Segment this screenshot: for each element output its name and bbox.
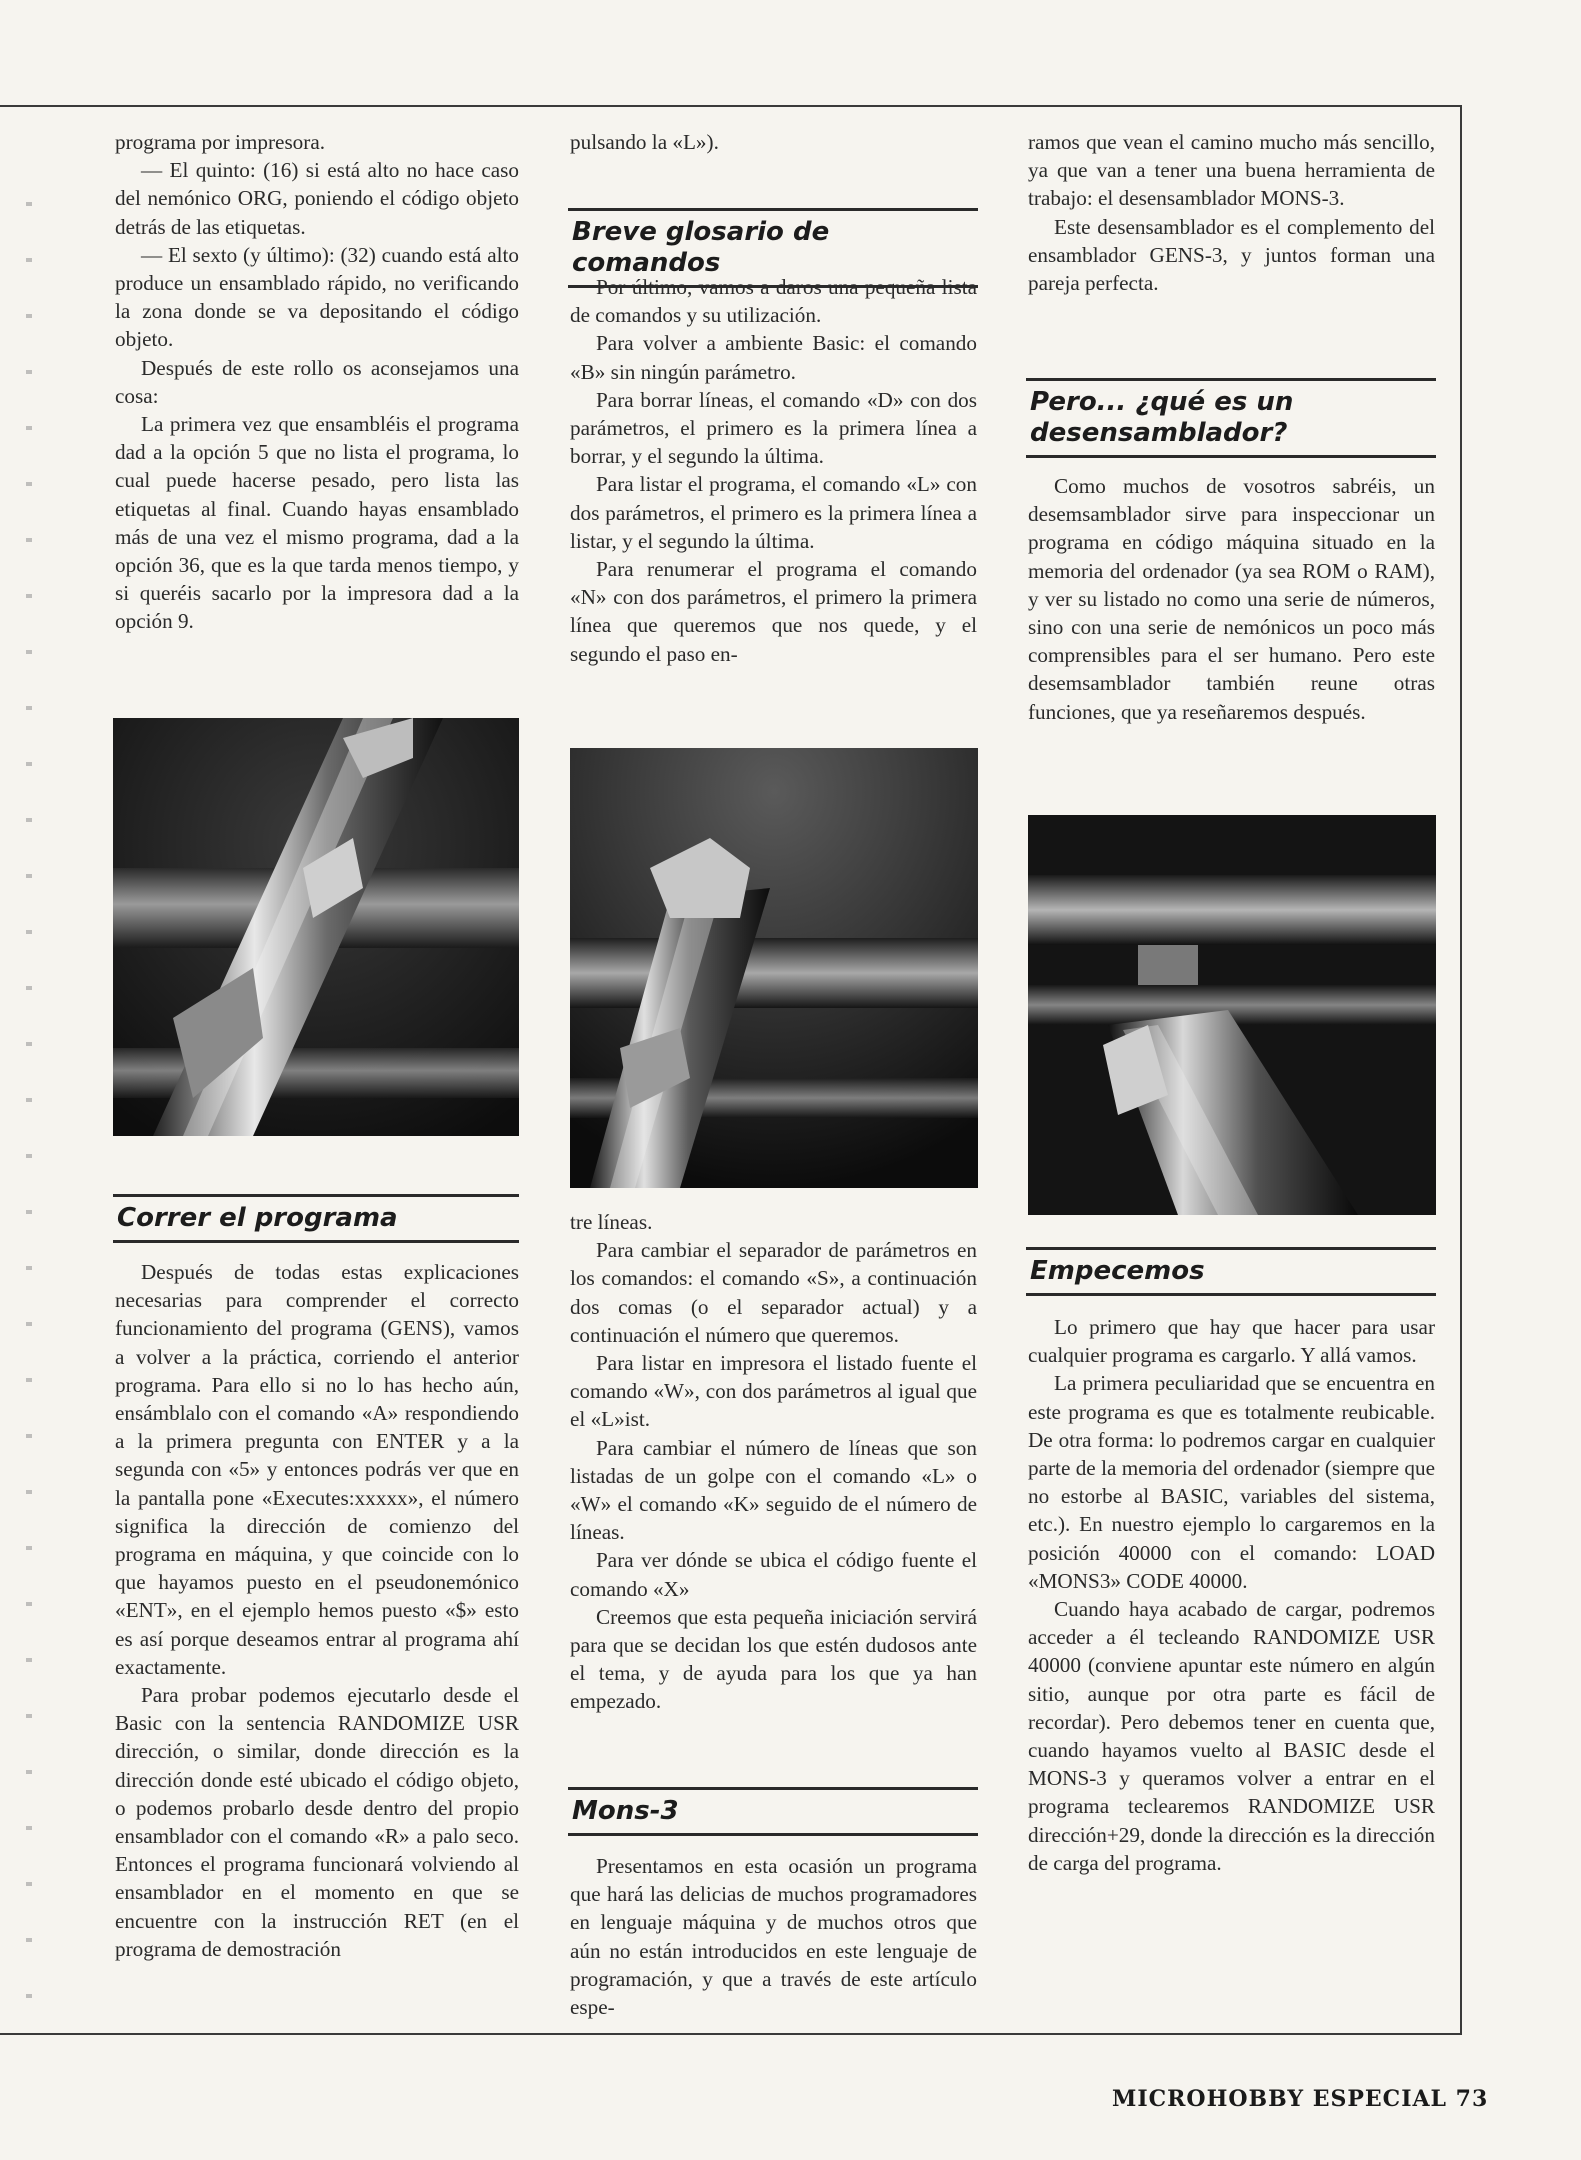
col2-glosario-text [570,273,977,668]
paragraph: Presentamos en esta ocasión un programa que hará las delicias de muchos programadores en lenguaje máquina y de muchos otros que aún no están introducidos en este lenguaje de programación, y que a través de este artículo espe- [570,1854,977,2020]
col2-after-photo-text [570,1208,977,1716]
paragraph: Para probar podemos ejecutarlo desde el Basic con la sentencia RANDOMIZE USR dirección, o similar, donde dirección es la dirección donde esté ubicado el código objeto, o podemos probarlo desde dentro del propio ensamblador con el comando «R» a palo seco. Entonces el programa funcionará volviendo al ensamblador en el momento en que se encuentre con la instrucción RET (en el programa de demostración [115,1683,519,1961]
col3-pero-text [1028,472,1435,726]
paragraph: La primera peculiaridad que se encuentra en este programa es que es totalmente reubicable. De otra forma: lo podremos cargar en cualquier parte de la memoria del ordenador (siempre que no estorbe al BASIC, variables del sistema, etc.). En nuestro ejemplo lo cargaremos en la posición 40000 con el comando: LOAD «MONS3» CODE 40000. [1028,1371,1435,1593]
paragraph: tre líneas. [570,1210,653,1234]
heading-que-es-desensamblador: Pero... ¿qué es un desensamblador? [1026,378,1436,458]
paragraph: programa por impresora. [115,130,326,154]
col3-top-text [1028,128,1435,297]
paragraph: Para listar el programa, el comando «L» con dos parámetros, el primero es la primera línea a listar, y el segundo la última. [570,472,977,553]
page-footer-folio: MICROHOBBY ESPECIAL 73 [1112,2086,1489,2112]
heading-empecemos: Empecemos [1026,1247,1436,1296]
col1-top-text [115,128,519,636]
paragraph: Este desensamblador es el complemento del ensamblador GENS-3, y juntos forman una pareja perfecta. [1028,214,1435,296]
paragraph: Después de todas estas explicaciones necesarias para comprender el correcto funcionamiento del programa (GENS), vamos a volver a la práctica, corriendo el anterior programa. Para ello si no lo has hecho aún, ensámblalo con el comando «A» respondiendo a la primera pregunta con ENTER y a la segunda con «5» y entonces podrás ver que en la pantalla pone «Executes:xxxxx», el número significa la dirección de comienzo del programa en máquina, y que coincide con lo que hayamos puesto en el pseudonemónico «ENT», en el ejemplo hemos puesto «$» esto es así porque deseamos entrar al programa ahí exactamente. [115,1260,519,1679]
paragraph: Para cambiar el número de líneas que son listadas de un golpe con el comando «L» o «W» el comando «K» seguido de el número de líneas. [570,1435,977,1545]
paragraph: La primera vez que ensambléis el programa dad a la opción 5 que no lista el programa, lo cual puede hacerse pesado, pero lista las etiquetas al final. Cuando hayas ensamblado más de una vez el mismo programa, dad a la opción 36, que es la que tarda menos tiempo, y si queréis sacarlo por la impresora dad a la opción 9. [115,412,519,634]
paragraph: pulsando la «L»). [570,130,719,154]
heading-breve-glosario: Breve glosario de comandos [568,208,978,288]
paragraph: Creemos que esta pequeña iniciación servirá para que se decidan los que estén dudosos ante el tema, y de ayuda para los que ya han empezado. [570,1604,977,1714]
col2-mons-text [570,1852,977,2021]
col2-top-text [570,128,977,156]
heading-mons3: Mons-3 [568,1787,978,1836]
paragraph: Por último, vamos a daros una pequeña lista de comandos y su utilización. [570,275,977,328]
photo-angled-profile-3 [1028,815,1436,1215]
frame-bottom-rule [0,2033,1462,2035]
paragraph: Cuando haya acabado de cargar, podremos acceder a él tecleando RANDOMIZE USR 40000 (conviene apuntar este número en algún sitio, aunque por otra parte es fácil de recordar). Pero debemos tener en cuenta que, cuando hayamos vuelto al BASIC desde el MONS-3 y queramos volver a entrar en el programa teclearemos RANDOMIZE USR dirección+29, donde la dirección es la dirección de carga del programa. [1028,1597,1435,1875]
binding-margin-marks [26,150,32,2050]
photo-angled-profile-2 [570,748,978,1188]
paragraph: Como muchos de vosotros sabréis, un desemsamblador sirve para inspeccionar un programa en código máquina situado en la memoria del ordenador (ya sea ROM o RAM), y ver su listado no como una serie de números, sino con una serie de nemónicos un poco más comprensibles para el ser humano. Pero este desemsamblador también reune otras funciones, que ya reseñaremos después. [1028,474,1435,724]
paragraph: Para renumerar el programa el comando «N» con dos parámetros, el primero la primera línea que queremos que nos quede, y el segundo el paso en- [570,557,977,666]
col3-empecemos-text [1028,1313,1435,1877]
photo-angled-profile-1 [113,718,519,1136]
paragraph: — El quinto: (16) si está alto no hace caso del nemónico ORG, poniendo el código objeto detrás de las etiquetas. [115,158,519,239]
paragraph: Para borrar líneas, el comando «D» con dos parámetros, el primero es la primera línea a borrar, y el segundo la última. [570,387,977,469]
paragraph: Para listar en impresora el listado fuente el comando «W», con dos parámetros al igual que el «L»ist. [570,1351,977,1432]
paragraph: Lo primero que hay que hacer para usar cualquier programa es cargarlo. Y allá vamos. [1028,1315,1435,1368]
paragraph: Para volver a ambiente Basic: el comando «B» sin ningún parámetro. [570,331,977,384]
frame-top-rule [0,105,1462,107]
paragraph: — El sexto (y último): (32) cuando está alto produce un ensamblado rápido, no verificando la zona donde se va depositando el código objeto. [115,242,519,352]
frame-right-rule [1460,105,1462,2035]
paragraph: ramos que vean el camino mucho más sencillo, ya que van a tener una buena herramienta de trabajo: el desensamblador MONS-3. [1028,130,1435,211]
paragraph: Después de este rollo os aconsejamos una cosa: [115,355,519,408]
heading-correr-programa: Correr el programa [113,1194,519,1243]
col1-bottom-text [115,1258,519,1963]
paragraph: Para cambiar el separador de parámetros en los comandos: el comando «S», a continuación dos comas (o el separador actual) y a continuación el número que queremos. [570,1238,977,1347]
paragraph: Para ver dónde se ubica el código fuente el comando «X» [570,1548,977,1601]
